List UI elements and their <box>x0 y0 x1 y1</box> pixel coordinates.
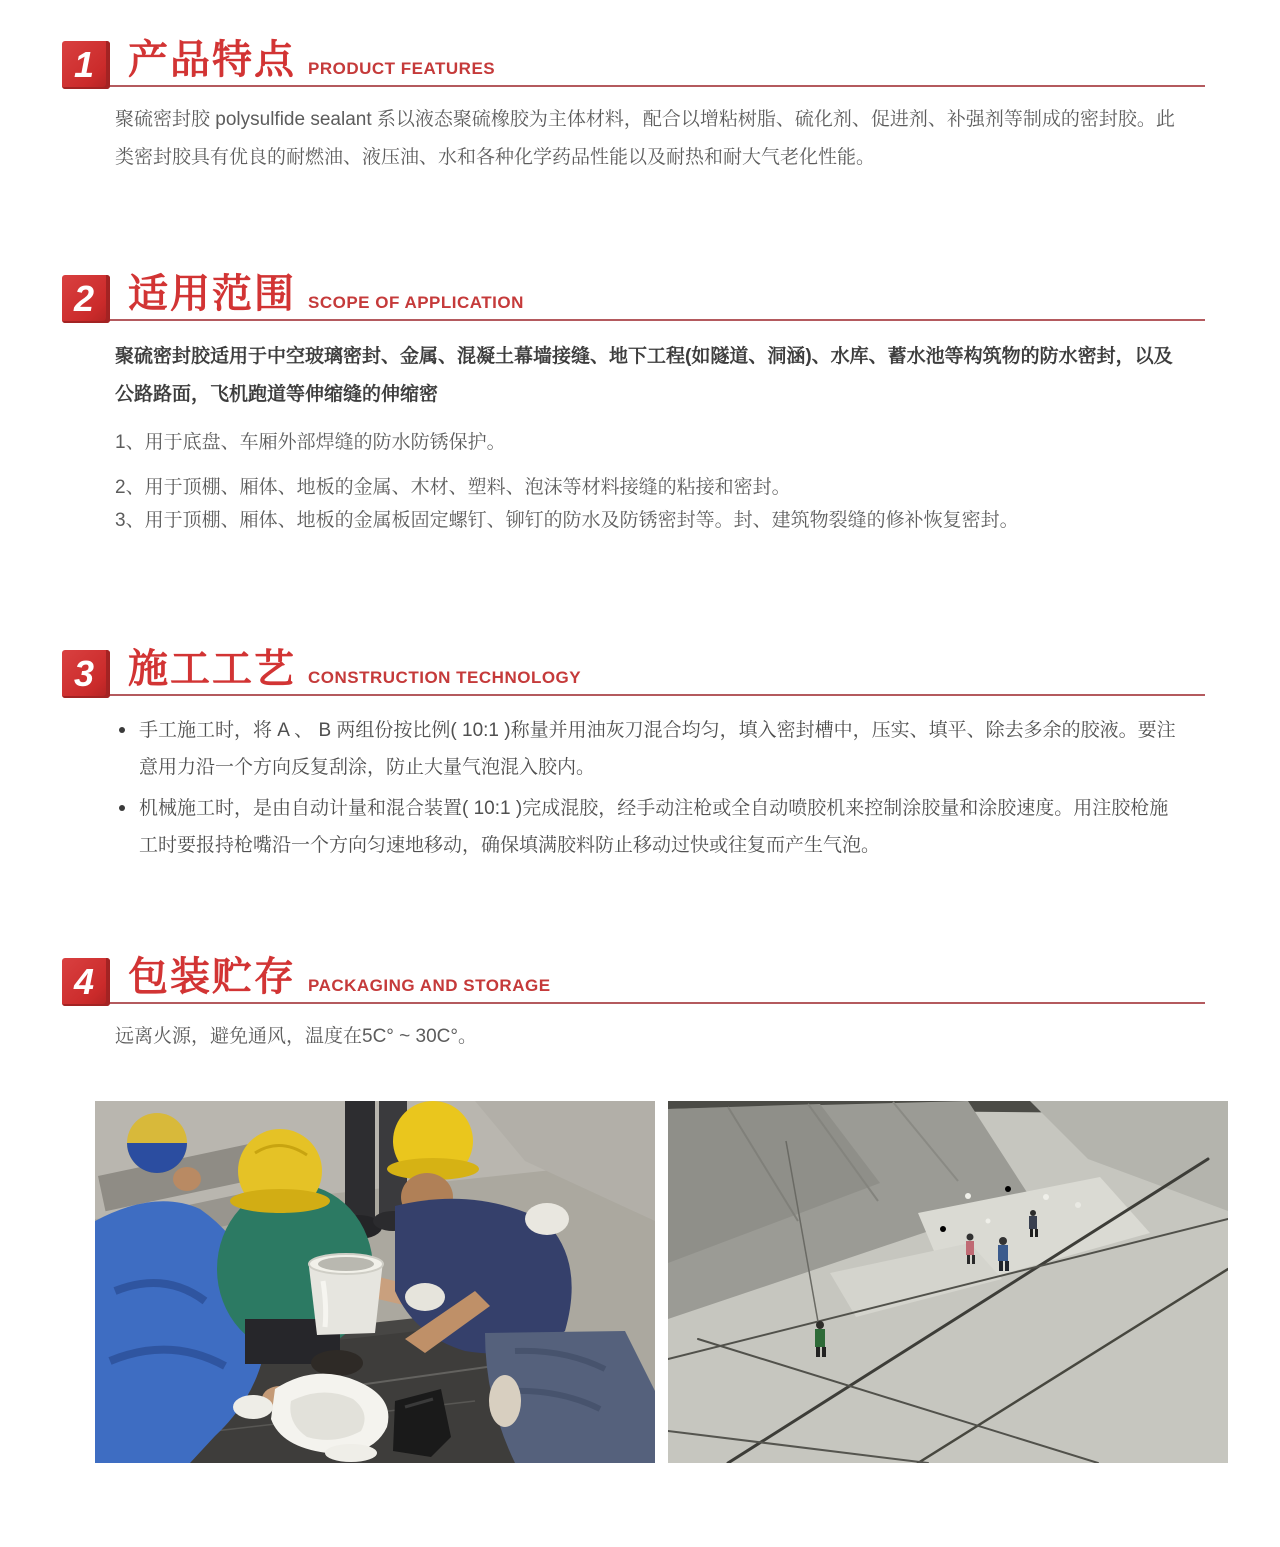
list-item: 2、用于顶棚、厢体、地板的金属、木材、塑料、泡沫等材料接缝的粘接和密封。 <box>115 477 791 498</box>
section-1-title: 产品特点 <box>128 38 296 82</box>
section-1-header <box>62 40 1205 87</box>
section-2-subtitle: SCOPE OF APPLICATION <box>308 293 524 312</box>
section-2-title: 适用范围 <box>128 272 296 316</box>
section-3-header <box>62 649 1205 696</box>
section-4-number-badge <box>62 958 110 1006</box>
photo-workers-applying-sealant <box>95 1101 655 1463</box>
photo-gallery <box>95 1101 1228 1463</box>
section-1-paragraph: 聚硫密封胶 polysulfide sealant 系以液态聚硫橡胶为主体材料，配合以增粘树脂、硫化剂、促进剂、补强剂等制成的密封胶。此类密封胶具有优良的耐燃油、液压油、水和各种化学药品性能以及耐热和耐大气老化性能。 <box>115 109 1175 168</box>
section-2-header <box>62 274 1205 321</box>
section-3-title: 施工工艺 <box>128 647 296 691</box>
page-content <box>62 40 1205 1056</box>
section-construction-technology <box>62 649 1205 864</box>
bullet-item: 机械施工时，是由自动计量和混合装置( 10:1 )完成混胶，经手动注枪或全自动喷胶机来控制涂胶量和涂胶速度。用注胶枪施工时要报持枪嘴沿一个方向匀速地移动，确保填满胶料防止移动过快或往复而产生气泡。 <box>117 790 1185 864</box>
section-2-list <box>115 426 1185 537</box>
section-4-title: 包装贮存 <box>128 955 296 999</box>
list-item: 1、用于底盘、车厢外部焊缝的防水防锈保护。 <box>115 432 506 453</box>
section-3-bullet-list <box>117 712 1185 864</box>
section-4-subtitle: PACKAGING AND STORAGE <box>308 976 551 995</box>
section-3-number-badge <box>62 650 110 698</box>
section-1-number-badge <box>62 41 110 89</box>
section-packaging-and-storage <box>62 957 1205 1056</box>
section-4-paragraph: 远离火源，避免通风，温度在5C° ~ 30C°。 <box>115 1026 477 1047</box>
list-item: 3、用于顶棚、厢体、地板的金属板固定螺钉、铆钉的防水及防锈密封等。封、建筑物裂缝的修补恢复密封。 <box>115 510 1019 531</box>
photo-concrete-slope-site <box>668 1101 1228 1463</box>
section-4-number: 4 <box>73 961 95 1002</box>
section-1-number: 1 <box>73 44 95 85</box>
sealant-bucket <box>309 1254 383 1335</box>
section-4-header <box>62 957 1205 1004</box>
photo-workers-illustration <box>95 1101 655 1463</box>
section-2-lead-paragraph: 聚硫密封胶适用于中空玻璃密封、金属、混凝土幕墙接缝、地下工程(如隧道、洞涵)、水库、蓄水池等构筑物的防水密封，以及公路路面，飞机跑道等伸缩缝的伸缩密 <box>115 346 1173 405</box>
section-1-subtitle: PRODUCT FEATURES <box>308 59 496 78</box>
section-2-number: 2 <box>73 278 95 319</box>
section-3-number: 3 <box>73 653 95 694</box>
section-product-features <box>62 40 1205 177</box>
photo-slope-illustration <box>668 1101 1228 1463</box>
bullet-item: 手工施工时，将 A 、 B 两组份按比例( 10:1 )称量并用油灰刀混合均匀，填入密封槽中，压实、填平、除去多余的胶液。要注意用力沿一个方向反复刮涂，防止大量气泡混入胶内。 <box>117 712 1185 786</box>
section-scope-of-application <box>62 274 1205 537</box>
section-2-number-badge <box>62 275 110 323</box>
section-3-subtitle: CONSTRUCTION TECHNOLOGY <box>308 668 582 687</box>
